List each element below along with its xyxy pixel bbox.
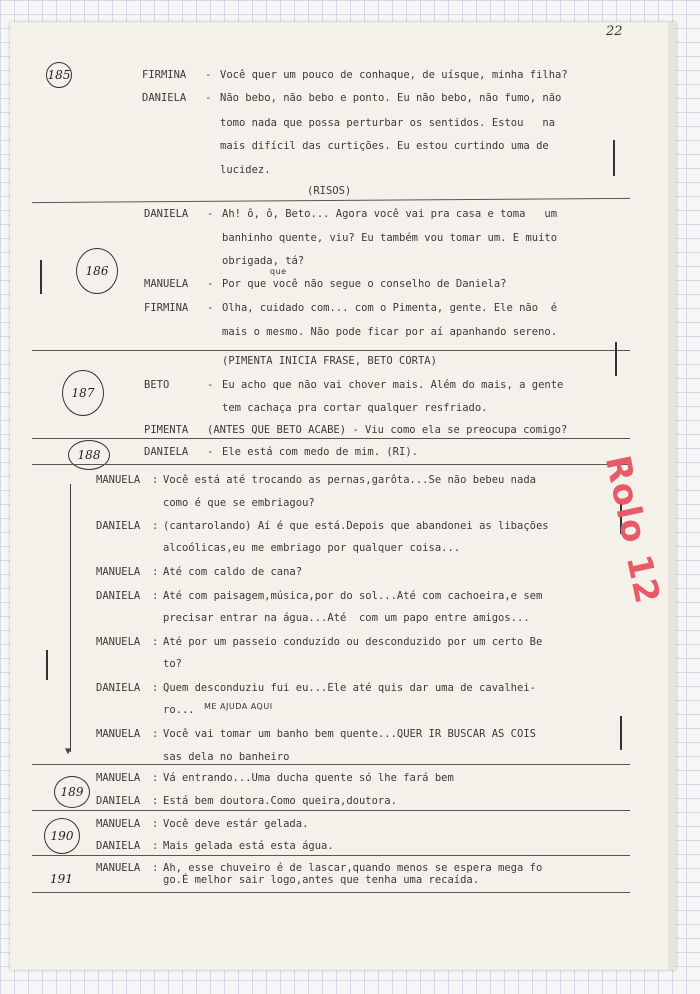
separator: : — [152, 474, 159, 486]
speaker: MANUELA — [96, 818, 141, 830]
scene-divider — [32, 464, 630, 465]
dialogue-line: alcoólicas,eu me embriago por qualquer coisa... — [163, 542, 461, 554]
dialogue-line: Eu acho que não vai chover mais. Além do mais, a gente — [222, 379, 564, 391]
dialogue-line: sas dela no banheiro — [163, 751, 290, 763]
separator: : — [152, 840, 159, 852]
stage-direction: (RISOS) — [307, 185, 352, 197]
scene-divider — [32, 810, 630, 811]
dialogue-line: Você vai tomar um banho bem quente...QUER IR BUSCAR AS COIS — [163, 728, 536, 740]
dialogue-line: Até com caldo de cana? — [163, 566, 303, 578]
bracket-arrow — [70, 484, 71, 752]
speaker: DANIELA — [144, 208, 189, 220]
dialogue-line: Por que você não segue o conselho de Daniela? — [222, 278, 507, 290]
separator: : — [152, 636, 159, 648]
page-number: 22 — [606, 24, 623, 39]
scene-number-186: 186 — [76, 248, 118, 294]
separator: - — [207, 302, 214, 314]
speaker: DANIELA — [96, 520, 141, 532]
scene-divider — [32, 764, 630, 765]
separator: - — [205, 69, 212, 81]
scene-number-189: 189 — [54, 776, 90, 808]
dialogue-line: go.É melhor sair logo,antes que tenha uma recaída. — [163, 874, 480, 886]
scene-number-185: 185 — [46, 62, 72, 88]
speaker: MANUELA — [96, 566, 141, 578]
speaker: DANIELA — [96, 590, 141, 602]
dialogue-line: Está bem doutora.Como queira,doutora. — [163, 795, 397, 807]
dialogue-line: lucidez. — [220, 164, 271, 176]
margin-mark — [40, 260, 42, 294]
dialogue-line: tomo nada que possa perturbar os sentidos. Estou na — [220, 117, 556, 129]
margin-mark — [615, 342, 617, 376]
speaker: DANIELA — [96, 795, 141, 807]
dialogue-line: to? — [163, 658, 182, 670]
scene-divider — [32, 855, 630, 856]
dialogue-line: Ah, esse chuveiro é de lascar,quando menos se espera mega fo — [163, 862, 543, 874]
handwritten-insertion: que — [270, 267, 287, 276]
separator: : — [152, 682, 159, 694]
speaker: MANUELA — [96, 862, 141, 874]
separator: - — [207, 379, 214, 391]
handwritten-insertion: ME AJUDA AQUI — [204, 702, 273, 711]
separator: : — [152, 772, 159, 784]
speaker: MANUELA — [96, 474, 141, 486]
scene-divider — [32, 892, 630, 893]
speaker: FIRMINA — [142, 69, 187, 81]
dialogue-line: Vá entrando...Uma ducha quente só lhe fará bem — [163, 772, 454, 784]
dialogue-line: (cantarolando) Aí é que está.Depois que abandonei as libações — [163, 520, 549, 532]
stage-direction: (PIMENTA INICIA FRASE, BETO CORTA) — [222, 355, 437, 367]
dialogue-line: Você deve estár gelada. — [163, 818, 309, 830]
speaker: FIRMINA — [144, 302, 189, 314]
dialogue-line: ro... — [163, 704, 195, 716]
dialogue-line: Ah! ô, ô, Beto... Agora você vai pra casa e toma um — [222, 208, 558, 220]
separator: : — [152, 520, 159, 532]
speaker: MANUELA — [96, 728, 141, 740]
scene-number-191: 191 — [50, 872, 73, 886]
speaker: MANUELA — [144, 278, 189, 290]
dialogue-line: mais difícil das curtições. Eu estou curtindo uma de — [220, 140, 549, 152]
separator: : — [152, 728, 159, 740]
speaker: MANUELA — [96, 772, 141, 784]
script-page — [10, 22, 676, 970]
margin-mark — [46, 650, 48, 680]
speaker: DANIELA — [96, 682, 141, 694]
dialogue-line: tem cachaça pra cortar qualquer resfriado. — [222, 402, 488, 414]
handwritten-side-note: Rolo 12 — [596, 452, 668, 608]
dialogue-line: Olha, cuidado com... com o Pimenta, gente. Ele não é — [222, 302, 558, 314]
margin-mark — [620, 716, 622, 750]
speaker: DANIELA — [142, 92, 187, 104]
dialogue-line: obrigada, tá? — [222, 255, 305, 267]
separator: : — [152, 795, 159, 807]
scene-divider — [32, 198, 630, 203]
speaker: PIMENTA — [144, 424, 189, 436]
speaker: MANUELA — [96, 636, 141, 648]
speaker: DANIELA — [96, 840, 141, 852]
separator: : — [152, 590, 159, 602]
dialogue-line: Até por um passeio conduzido ou desconduzido por um certo Be — [163, 636, 543, 648]
scene-divider — [32, 350, 630, 351]
dialogue-line: Você quer um pouco de conhaque, de uísque, minha filha? — [220, 69, 568, 81]
dialogue-line: Quem desconduziu fui eu...Ele até quis dar uma de cavalhei- — [163, 682, 536, 694]
scene-divider — [32, 438, 630, 439]
separator: : — [152, 818, 159, 830]
margin-mark — [613, 140, 615, 176]
dialogue-line: Você está até trocando as pernas,garôta...Se não bebeu nada — [163, 474, 536, 486]
scene-number-187: 187 — [62, 370, 104, 416]
dialogue-line: (ANTES QUE BETO ACABE) - Viu como ela se preocupa comigo? — [207, 424, 568, 436]
separator: : — [152, 862, 159, 874]
speaker: BETO — [144, 379, 170, 391]
scene-number-190: 190 — [44, 818, 80, 854]
dialogue-line: Mais gelada está esta água. — [163, 840, 334, 852]
dialogue-line: mais o mesmo. Não pode ficar por aí apanhando sereno. — [222, 326, 558, 338]
arrow-down-icon: ▼ — [65, 746, 72, 757]
dialogue-line: banhinho quente, viu? Eu também vou tomar um. E muito — [222, 232, 558, 244]
dialogue-line: Ele está com medo de mim. (RI). — [222, 446, 418, 458]
speaker: DANIELA — [144, 446, 189, 458]
dialogue-line: como é que se embriagou? — [163, 497, 315, 509]
scene-number-188: 188 — [68, 440, 110, 470]
dialogue-line: Até com paisagem,música,por do sol...Até com cachoeira,e sem — [163, 590, 543, 602]
separator: - — [207, 278, 214, 290]
dialogue-line: precisar entrar na água...Até com um papo entre amigos... — [163, 612, 530, 624]
separator: : — [152, 566, 159, 578]
separator: - — [207, 446, 214, 458]
dialogue-line: Não bebo, não bebo e ponto. Eu não bebo, não fumo, não — [220, 92, 562, 104]
separator: - — [205, 92, 212, 104]
separator: - — [207, 208, 214, 220]
